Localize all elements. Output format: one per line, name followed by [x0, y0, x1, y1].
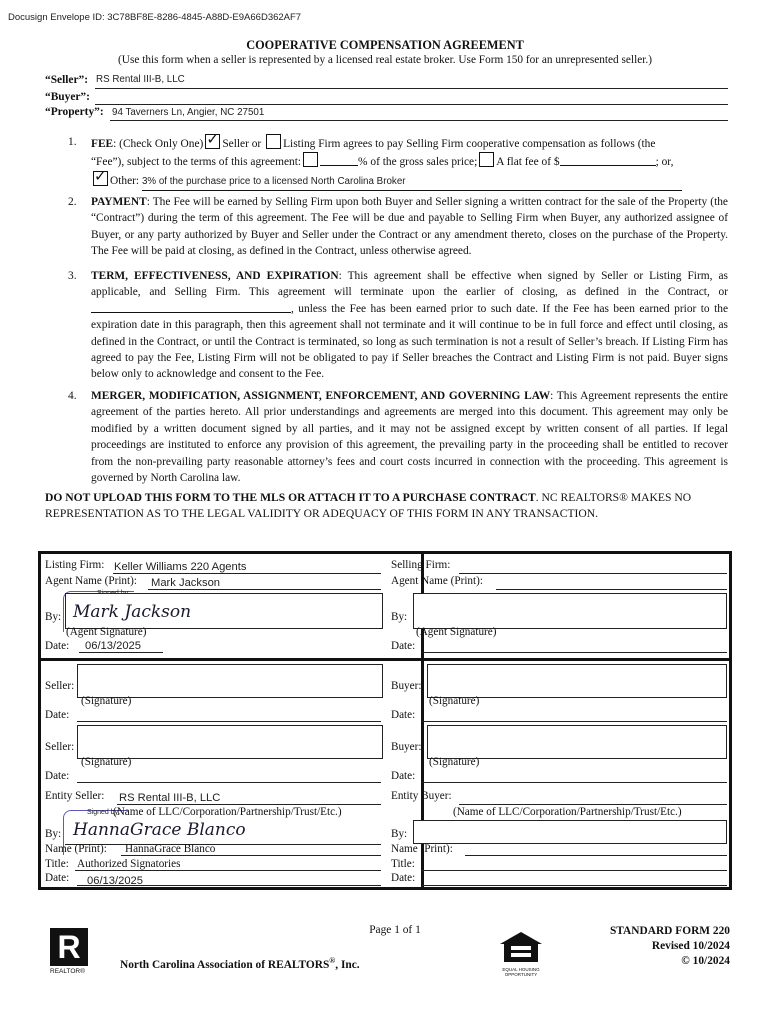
payment-number: 2. — [68, 196, 77, 208]
fee-number: 1. — [68, 136, 77, 148]
equal-housing-text: EQUAL HOUSING OPPORTUNITY — [502, 967, 540, 977]
listing-agent-signature: Mark Jackson — [73, 602, 192, 622]
org-suffix: , Inc. — [335, 958, 360, 971]
document-title: COOPERATIVE COMPENSATION AGREEMENT — [246, 38, 524, 52]
seller-pays-checkbox[interactable] — [205, 134, 220, 149]
fee-section — [68, 134, 728, 191]
form-revised: Revised 10/2024 — [651, 940, 730, 952]
buyer-1-signature-box[interactable] — [427, 664, 727, 698]
org-name-text: North Carolina Association of REALTORS — [120, 958, 330, 971]
seller-1-signature-caption: (Signature) — [81, 695, 132, 707]
selling-by-label: By: — [391, 611, 408, 623]
listing-agent-signature-caption: (Agent Signature) — [66, 626, 147, 638]
warning-rest: . NC REALTORS® MAKES NO REPRESENTATION AS TO THE LEGAL VALIDITY OR ADEQUACY OF THIS FORM IN ANY TRANSACTION. — [45, 491, 692, 520]
entity-seller-line — [117, 804, 381, 805]
envelope-id: Docusign Envelope ID: 3C78BF8E-8286-4845-A88D-E9A66D362AF7 — [8, 12, 302, 23]
entity-seller-title-label: Title: — [45, 858, 69, 870]
seller-1-signature-box[interactable] — [77, 664, 383, 698]
entity-buyer-date-line — [422, 885, 727, 886]
listing-by-label: By: — [45, 611, 62, 623]
payment-text: : The Fee will be earned by Selling Firm upon both Buyer and Seller signing a written contract for the sale of the Property (the “Contract”) during the term of this agreement. The Fee will be due and payable to Selling Firm when Buyer, any authorized assignee of Buyer, or any party authorized by Buyer and Seller under the Contract or any amendment thereto, closes on the purchase of the Property. The Fee will be paid at closing, as defined in the Contract, unless otherwise agreed. — [91, 196, 728, 258]
seller-2-date-label: Date: — [45, 770, 70, 782]
equal-housing-logo — [498, 930, 544, 976]
form-name: STANDARD FORM 220 — [609, 925, 730, 937]
flat-fee-checkbox[interactable] — [479, 152, 494, 167]
listing-date-line — [79, 652, 163, 653]
selling-agent-name-label: Agent Name (Print): — [391, 575, 483, 587]
page-number: Page 1 of 1 — [369, 924, 421, 936]
listing-firm-line — [113, 573, 381, 574]
seller-value: RS Rental III-B, LLC — [96, 74, 185, 85]
entity-seller-by-label: By: — [45, 828, 62, 840]
listing-agent-name-label: Agent Name (Print): — [45, 575, 137, 587]
merger-number: 4. — [68, 390, 77, 402]
buyer-1-date-line — [422, 721, 727, 722]
seller-2-label: Seller: — [45, 741, 75, 753]
entity-seller-caption: (Name of LLC/Corporation/Partnership/Trust/Etc.) — [113, 806, 342, 818]
equal-housing-icon — [498, 930, 544, 964]
buyer-1-signature-caption: (Signature) — [429, 695, 480, 707]
listing-date-label: Date: — [45, 640, 70, 652]
percent-fee-checkbox[interactable] — [303, 152, 318, 167]
term-text-1: : This agreement shall be effective when signed by Seller or Listing Firm, as applicable, and Selling Firm. This agreement will terminate upon the earlier of closing, as defined in the Contract, or — [91, 270, 728, 299]
term-number: 3. — [68, 270, 77, 282]
seller-line — [95, 88, 728, 89]
entity-seller-name-label: Name (Print): — [45, 843, 107, 855]
realtor-logo-mark: R — [50, 928, 88, 966]
selling-agent-name-line — [496, 589, 727, 590]
entity-seller-title-line — [75, 870, 381, 871]
percent-blank[interactable] — [320, 155, 358, 166]
listing-firm-label: Listing Firm: — [45, 559, 105, 571]
entity-buyer-signature-box[interactable] — [413, 820, 727, 844]
signed-by-label-seller: Signed by: — [87, 809, 121, 816]
form-copyright: © 10/2024 — [681, 955, 730, 967]
selling-agent-signature-caption: (Agent Signature) — [416, 626, 497, 638]
grid-divider-1 — [41, 658, 729, 661]
entity-seller-signature: HannaGrace Blanco — [73, 820, 246, 840]
fee-text-7: ; or, — [655, 156, 674, 169]
entity-buyer-by-label: By: — [391, 828, 408, 840]
expiration-date-blank[interactable] — [91, 302, 291, 313]
fee-text-4: “Fee”), subject to the terms of this agreement: — [91, 156, 302, 169]
selling-date-label: Date: — [391, 640, 416, 652]
payment-heading: PAYMENT — [91, 196, 147, 208]
seller-2-date-line — [77, 782, 381, 783]
merger-section — [68, 388, 728, 486]
buyer-2-date-line — [422, 782, 727, 783]
merger-heading: MERGER, MODIFICATION, ASSIGNMENT, ENFORCEMENT, AND GOVERNING LAW — [91, 390, 551, 402]
term-heading: TERM, EFFECTIVENESS, AND EXPIRATION — [91, 270, 339, 282]
merger-text: : This Agreement represents the entire agreement of the parties hereto. All prior understandings and agreements are merged into this document. This agreement may only be modified by a written document signed by all parties, and it may not be assigned except by written consent of all parties. If legal proceedings are instituted to enforce any provision of this agreement, the prevailing party in the proceeding shall be entitled to recover from the non-prevailing party reasonable attorney’s fees and court costs incurred in connection with the proceeding. This agreement is governed by North Carolina law. — [91, 390, 728, 485]
listing-agent-name-line — [148, 589, 381, 590]
selling-agent-signature-box[interactable] — [413, 593, 727, 629]
buyer-2-signature-box[interactable] — [427, 725, 727, 759]
other-fee-checkbox[interactable] — [93, 171, 108, 186]
listing-firm-pays-checkbox[interactable] — [266, 134, 281, 149]
listing-agent-name: Mark Jackson — [151, 577, 221, 589]
document-subtitle: (Use this form when a seller is represented by a licensed real estate broker. Use Form 150 for an unrepresented seller.) — [118, 54, 652, 66]
entity-seller-value: RS Rental III-B, LLC — [119, 792, 221, 804]
warning-bold: DO NOT UPLOAD THIS FORM TO THE MLS OR ATTACH IT TO A PURCHASE CONTRACT — [45, 491, 536, 504]
fee-text-2: Seller or — [222, 138, 262, 150]
entity-seller-date-line — [77, 885, 381, 886]
mls-warning — [45, 490, 735, 522]
org-reg-mark: ® — [329, 956, 336, 965]
entity-seller-name-line — [121, 855, 381, 856]
buyer-2-date-label: Date: — [391, 770, 416, 782]
buyer-2-label: Buyer: — [391, 741, 422, 753]
fee-text-6: A flat fee of $ — [496, 156, 560, 169]
fee-text-8: Other: — [110, 174, 140, 187]
entity-seller-title-value: Authorized Signatories — [77, 858, 181, 870]
entity-buyer-date-label: Date: — [391, 872, 416, 884]
entity-seller-signer-name: HannaGrace Blanco — [125, 843, 216, 855]
buyer-line — [95, 104, 728, 105]
form-info — [610, 924, 730, 969]
listing-date-value: 06/13/2025 — [85, 640, 141, 652]
fee-text-1: : (Check Only One) — [113, 138, 204, 150]
fee-text-3: Listing Firm agrees to pay Selling Firm cooperative compensation as follows (the — [283, 138, 656, 150]
entity-buyer-title-label: Title: — [391, 858, 415, 870]
seller-2-signature-box[interactable] — [77, 725, 383, 759]
selling-firm-label: Selling Firm: — [391, 559, 451, 571]
realtor-logo-text: REALTOR® — [50, 968, 85, 975]
entity-seller-label: Entity Seller: — [45, 790, 105, 802]
seller-1-date-label: Date: — [45, 709, 70, 721]
entity-buyer-line — [459, 804, 727, 805]
entity-buyer-name-line — [465, 855, 727, 856]
seller-label: “Seller”: — [45, 74, 89, 86]
seller-1-date-line — [77, 721, 381, 722]
fee-heading: FEE — [91, 138, 114, 150]
signature-grid — [38, 551, 732, 890]
realtor-logo — [50, 928, 90, 975]
flat-fee-blank[interactable] — [560, 155, 656, 166]
buyer-2-signature-caption: (Signature) — [429, 756, 480, 768]
selling-firm-line — [459, 573, 727, 574]
payment-section — [68, 194, 728, 260]
listing-firm-value: Keller Williams 220 Agents — [114, 561, 247, 573]
fee-text-5: % of the gross sales price; — [358, 156, 478, 169]
seller-2-signature-caption: (Signature) — [81, 756, 132, 768]
entity-seller-date-value: 06/13/2025 — [87, 875, 143, 887]
entity-buyer-caption: (Name of LLC/Corporation/Partnership/Trust/Etc.) — [453, 806, 682, 818]
org-name — [120, 956, 360, 971]
property-line — [110, 120, 728, 121]
seller-1-label: Seller: — [45, 680, 75, 692]
entity-buyer-name-label: Name (Print): — [391, 843, 453, 855]
entity-seller-date-label: Date: — [45, 872, 70, 884]
selling-date-line — [422, 652, 727, 653]
property-value: 94 Taverners Ln, Angier, NC 27501 — [112, 107, 265, 118]
entity-buyer-title-line — [421, 870, 727, 871]
entity-buyer-label: Entity Buyer: — [391, 790, 452, 802]
buyer-1-label: Buyer: — [391, 680, 422, 692]
term-text-2: , unless the Fee has been earned prior to such date. If the Fee has been earned prior to the expiration date in this paragraph, then this agreement shall not terminate and it will continue to be in full force and effect until closing, as defined in the Contract, or until the Contract is terminated, so long as such termination is not a result of Seller’s breach. If Listing Firm has agreed to pay the Fee, Listing Firm will not be obligated to pay if Seller breaches the Contract and Listing Firm is not paid. Buyer signs below only to acknowledge and consent to the Fee. — [91, 302, 728, 381]
property-label: “Property”: — [45, 106, 104, 118]
buyer-1-date-label: Date: — [391, 709, 416, 721]
term-section — [68, 268, 728, 383]
buyer-label: “Buyer”: — [45, 91, 90, 103]
other-fee-value[interactable]: 3% of the purchase price to a licensed North Carolina Broker — [142, 174, 682, 191]
